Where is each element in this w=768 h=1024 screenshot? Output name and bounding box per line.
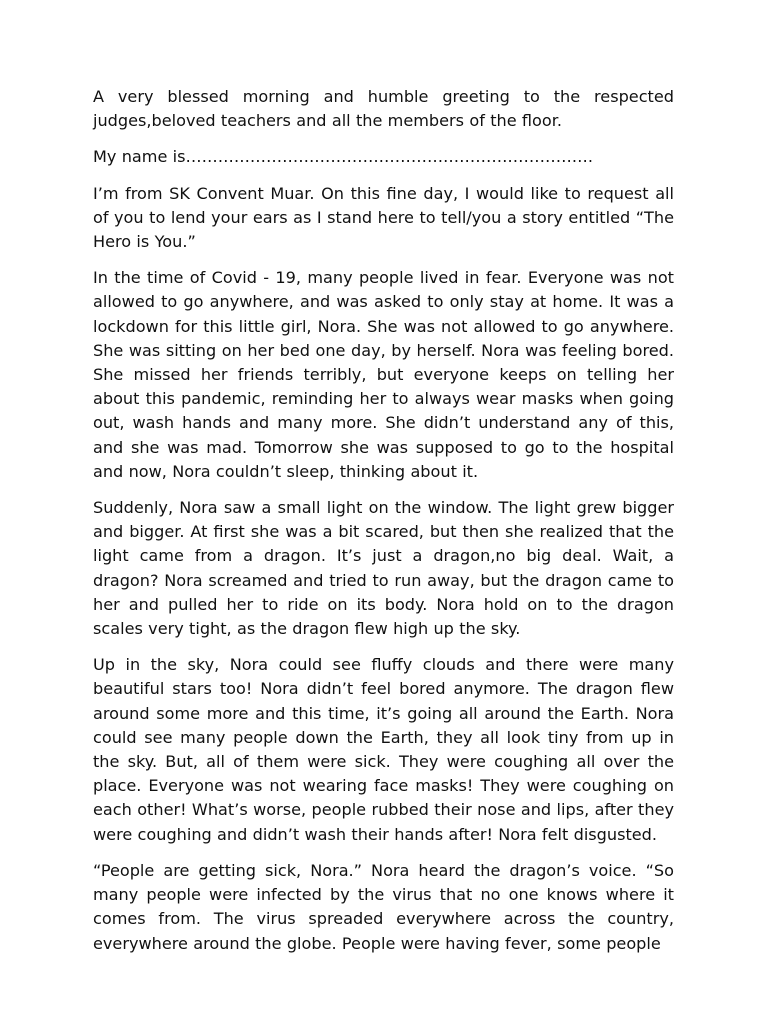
story-paragraph-sky: Up in the sky, Nora could see fluffy clouds and there were many beautiful stars too! Nora didn’t feel bored anymore. The dragon flew around some more and this time, it’s going all around the Earth. Nora could see many people down the Earth, they all look tiny from up in the sky. But, all of them were sick. They were coughing all over the place. Everyone was not wearing face masks! They were coughing on each other! What’s worse, people rubbed their nose and lips, after they were coughing and didn’t wash their hands after! Nora felt disgusted. [93, 655, 674, 844]
story-paragraph-lockdown: In the time of Covid - 19, many people lived in fear. Everyone was not allowed to go anywhere, and was asked to only stay at home. It was a lockdown for this little girl, Nora. She was not allowed to go anywhere. She was sitting on her bed one day, by herself. Nora was feeling bored. She missed her friends terribly, but everyone keeps on telling her about this pandemic, reminding her to always wear masks when going out, wash hands and many more. She didn’t understand any of this, and she was mad. Tomorrow she was supposed to go to the hospital and now, Nora couldn’t sleep, thinking about it. [93, 268, 674, 481]
introduction-paragraph: I’m from SK Convent Muar. On this fine day, I would like to request all of you to lend your ears as I stand here to tell/you a story entitled “The Hero is You.” [93, 183, 674, 252]
greeting-paragraph: A very blessed morning and humble greeting to the respected judges,beloved teachers and all the members of the floor. [93, 87, 674, 131]
name-paragraph: My name is…………………………………………………………………. [93, 147, 593, 167]
story-paragraph-virus: “People are getting sick, Nora.” Nora heard the dragon’s voice. “So many people were infected by the virus that no one knows where it comes from. The virus spreaded everywhere across the country, everywhere around the globe. People were having fever, some people [93, 860, 674, 953]
story-paragraph-dragon: Suddenly, Nora saw a small light on the window. The light grew bigger and bigger. At first she was a bit scared, but then she realized that the light came from a dragon. It’s just a dragon,no big deal. Wait, a dragon? Nora screamed and tried to run away, but the dragon came to her and pulled her to ride on its body. Nora hold on to the dragon scales very tight, as the dragon flew high up the sky. [93, 498, 674, 639]
